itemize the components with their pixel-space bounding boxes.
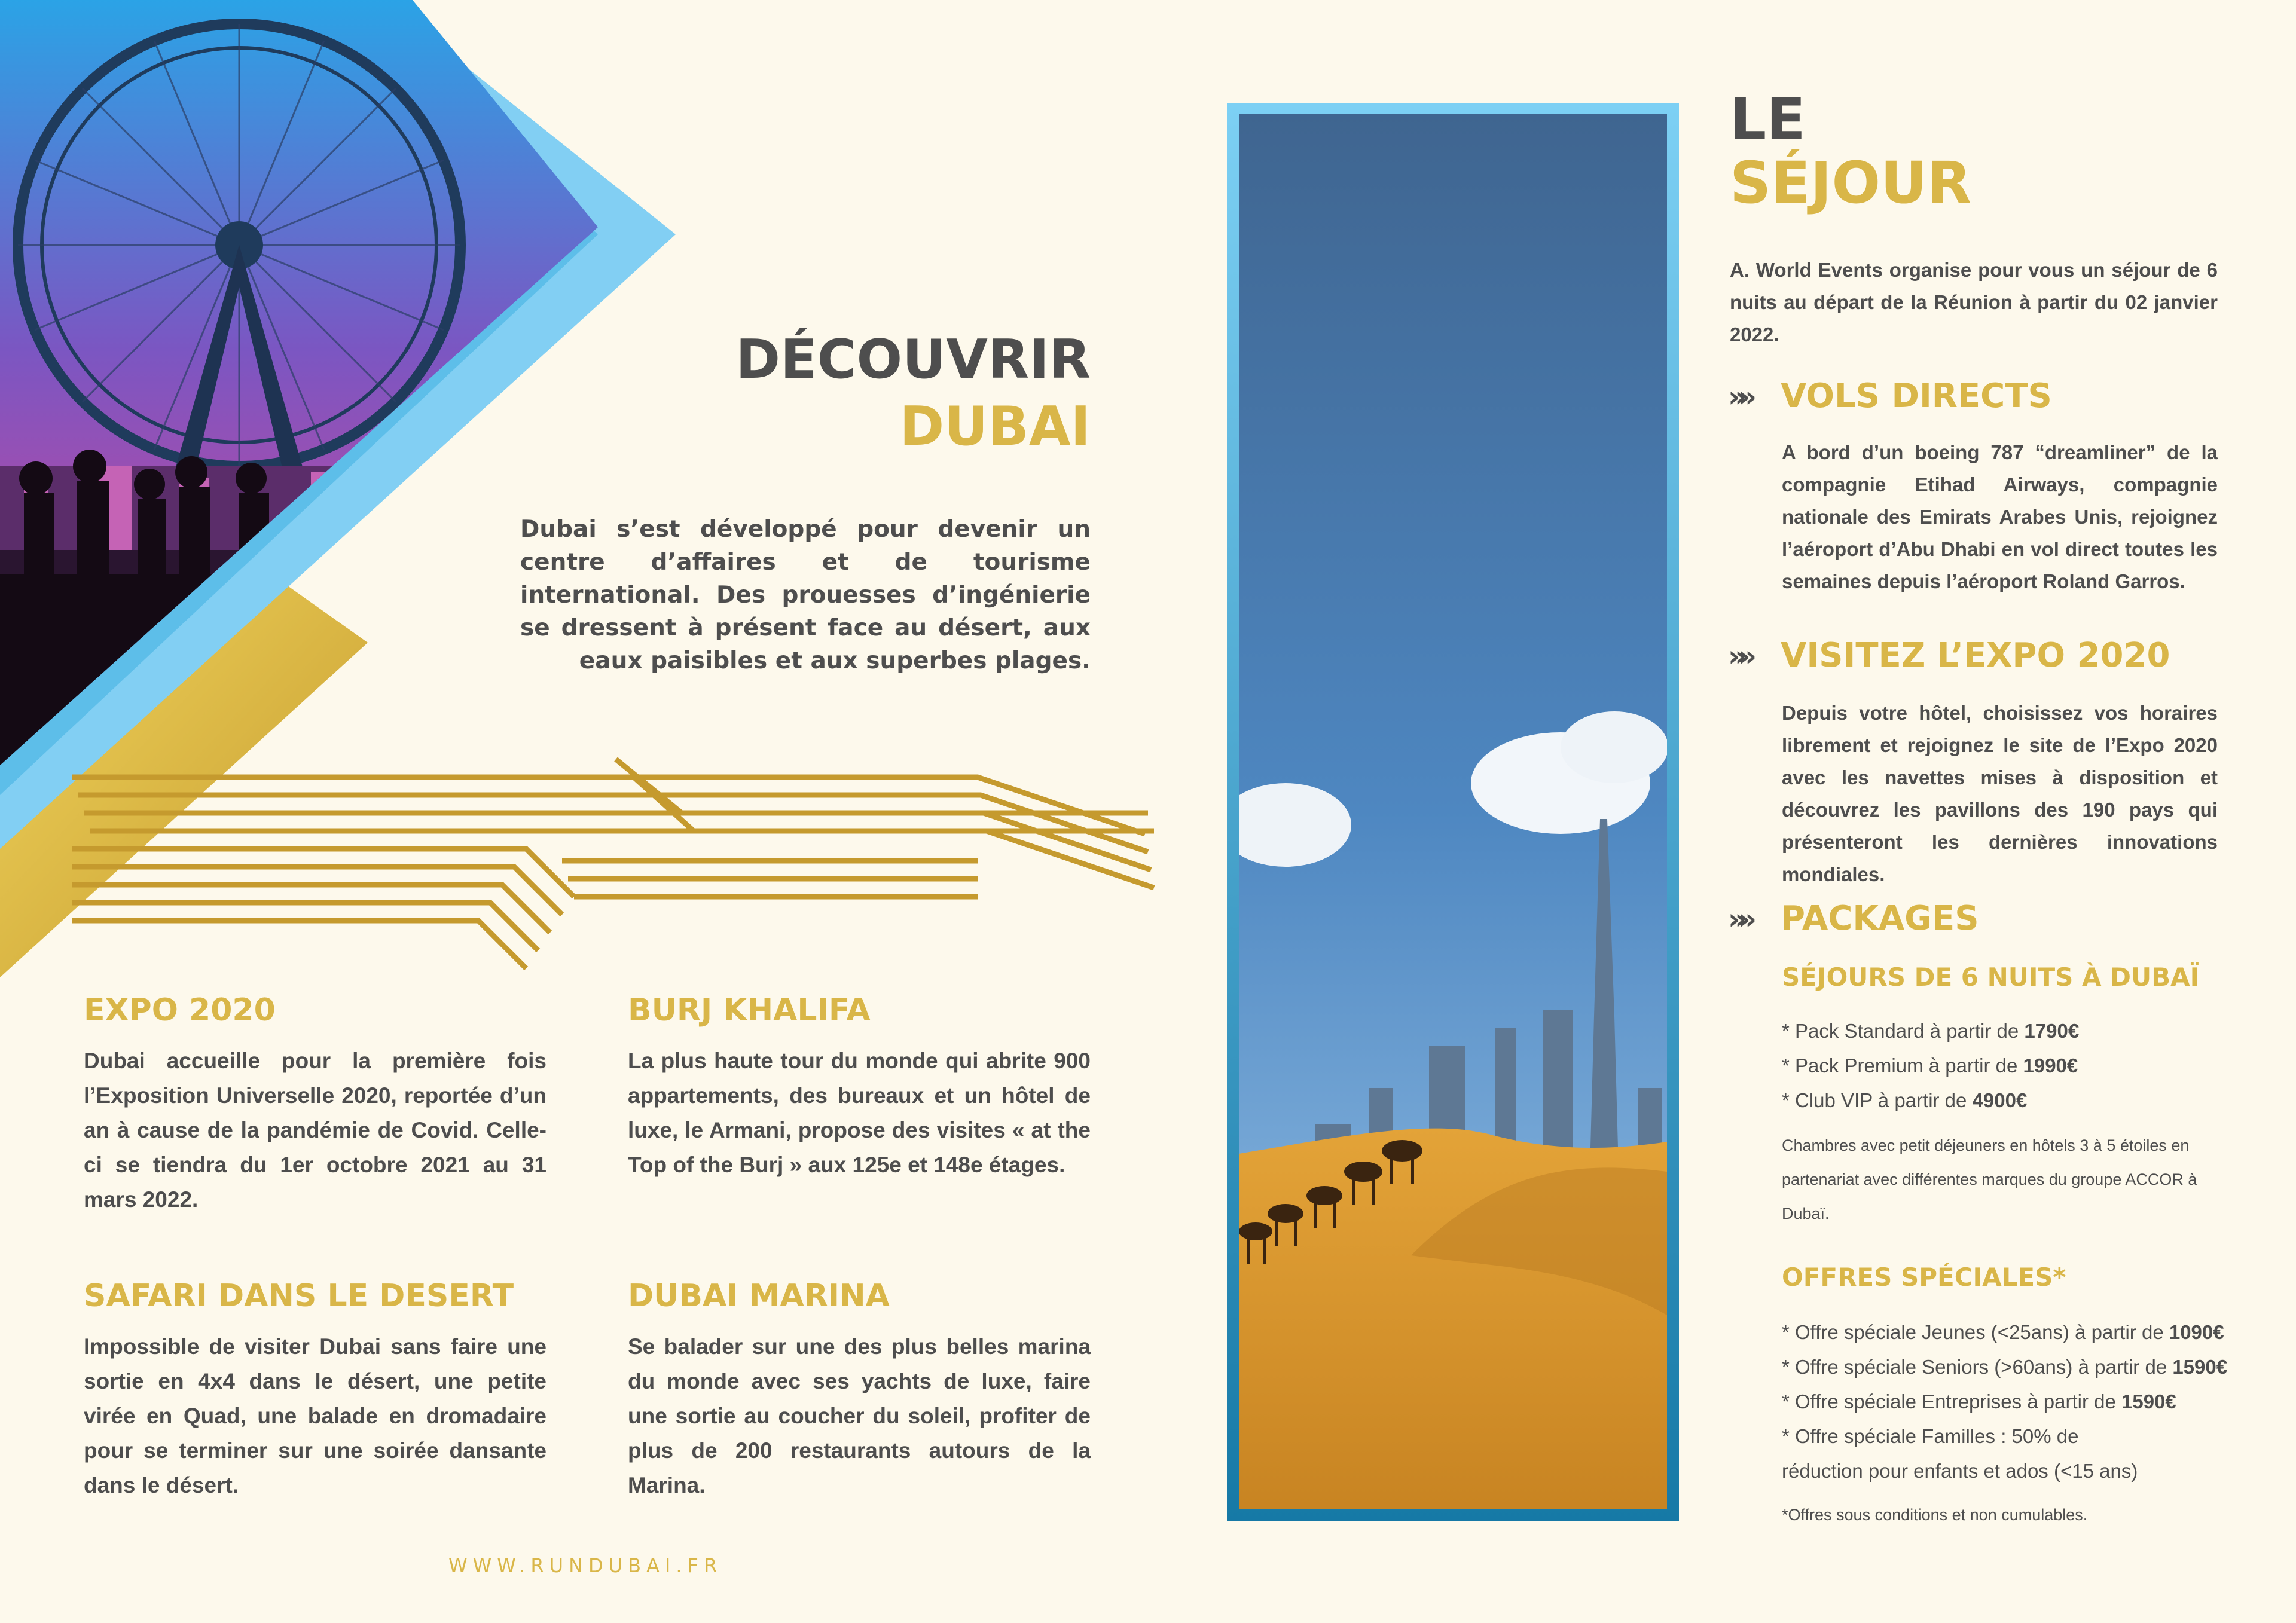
offer-item: * Offre spéciale Jeunes (<25ans) à partir de 1090€ bbox=[1782, 1321, 2224, 1343]
section-text: La plus haute tour du monde qui abrite 900 appartements, des bureaux et un hôtel de luxe, le Armani, propose des visites « at the Top of the Burj » aux 125e et 148e étages. bbox=[628, 1049, 1091, 1177]
offer-item: * Offre spéciale Entreprises à partir de 1590€ bbox=[1782, 1390, 2176, 1413]
section-text: Impossible de visiter Dubai sans faire une sortie en 4x4 dans le désert, une petite virée en Quad, une balade en dromadaire pour se terminer sur une soirée dansante dans le désert. bbox=[84, 1334, 546, 1497]
section-burj-khalifa bbox=[628, 992, 1091, 1182]
section-text: Dubai accueille pour la première fois l’Exposition Universelle 2020, reportée d’un an à cause de la pandémie de Covid. Celle-ci se tiendra du 1er octobre 2021 au 31 mars 2022. bbox=[84, 1049, 546, 1212]
intro-paragraph: Dubai s’est développé pour devenir un centre d’affaires et de tourisme international. Des prouesses d’ingénierie se dressent à présent face au désert, aux eaux paisibles et aux superbes plages. bbox=[520, 516, 1091, 674]
chevrons-icon: »» bbox=[1728, 903, 1749, 936]
offers-title: OFFRES SPÉCIALES* bbox=[1782, 1263, 2066, 1292]
title-line-2: DUBAI bbox=[899, 395, 1091, 458]
vols-text: A bord d’un boeing 787 “dreamliner” de la compagnie Etihad Airways, compagnie nationale des Emirats Arabes Unis, rejoignez l’aéroport d’Abu Dhabi en vol direct toutes les semaines depuis l’aéroport Roland Garros. bbox=[1782, 441, 2218, 592]
expo-title: VISITEZ L’EXPO 2020 bbox=[1781, 636, 2170, 675]
expo-text: Depuis votre hôtel, choisissez vos horaires librement et rejoignez le site de l’Expo 2020 avec les navettes mises à disposition et découvrez les pavillons des 190 pays qui présenteront les dernières innovations mondiales. bbox=[1782, 702, 2218, 885]
offer-item: * Offre spéciale Familles : 50% de réduction pour enfants et ados (<15 ans) bbox=[1782, 1425, 2138, 1482]
packages-title: PACKAGES bbox=[1781, 899, 1979, 938]
gold-stripes bbox=[72, 759, 1154, 968]
vols-title: VOLS DIRECTS bbox=[1781, 377, 2052, 415]
section-title: DUBAI MARINA bbox=[628, 1278, 890, 1314]
section-title: EXPO 2020 bbox=[84, 992, 276, 1028]
section-text: Se balader sur une des plus belles marina du monde avec ses yachts de luxe, faire une sortie au coucher du soleil, profiter de plus de 200 restaurants autours de la Marina. bbox=[628, 1334, 1091, 1497]
sejour-title-line-2: SÉJOUR bbox=[1730, 149, 1971, 216]
sejour-title-line-1: LE bbox=[1730, 86, 1806, 153]
desert-skyline-photo bbox=[1220, 114, 1668, 1509]
packages-subtitle: SÉJOURS DE 6 NUITS À DUBAÏ bbox=[1782, 962, 2200, 992]
section-safari bbox=[84, 1278, 546, 1503]
chevrons-icon: »» bbox=[1728, 640, 1749, 673]
section-dubai-marina bbox=[628, 1278, 1091, 1503]
section-expo-2020 bbox=[84, 992, 546, 1217]
offers-disclaimer: *Offres sous conditions et non cumulables. bbox=[1782, 1506, 2088, 1524]
website-link[interactable]: WWW.RUNDUBAI.FR bbox=[448, 1554, 723, 1577]
sejour-intro: A. World Events organise pour vous un séjour de 6 nuits au départ de la Réunion à partir du 02 janvier 2022. bbox=[1730, 259, 2218, 346]
package-item: * Club VIP à partir de 4900€ bbox=[1782, 1089, 2028, 1111]
section-title: BURJ KHALIFA bbox=[628, 992, 871, 1028]
packages-list bbox=[1782, 1014, 2079, 1118]
section-title: SAFARI DANS LE DESERT bbox=[84, 1278, 514, 1314]
package-item: * Pack Standard à partir de 1790€ bbox=[1782, 1020, 2080, 1042]
packages-note: Chambres avec petit déjeuners en hôtels 3 à 5 étoiles en partenariat avec différentes marques du groupe ACCOR à Dubaï. bbox=[1782, 1136, 2197, 1222]
package-item: * Pack Premium à partir de 1990€ bbox=[1782, 1055, 2078, 1077]
offer-item: * Offre spéciale Seniors (>60ans) à partir de 1590€ bbox=[1782, 1356, 2228, 1378]
title-line-1: DÉCOUVRIR bbox=[735, 328, 1091, 391]
chevrons-icon: »» bbox=[1728, 380, 1749, 414]
offers-list bbox=[1782, 1315, 2248, 1488]
